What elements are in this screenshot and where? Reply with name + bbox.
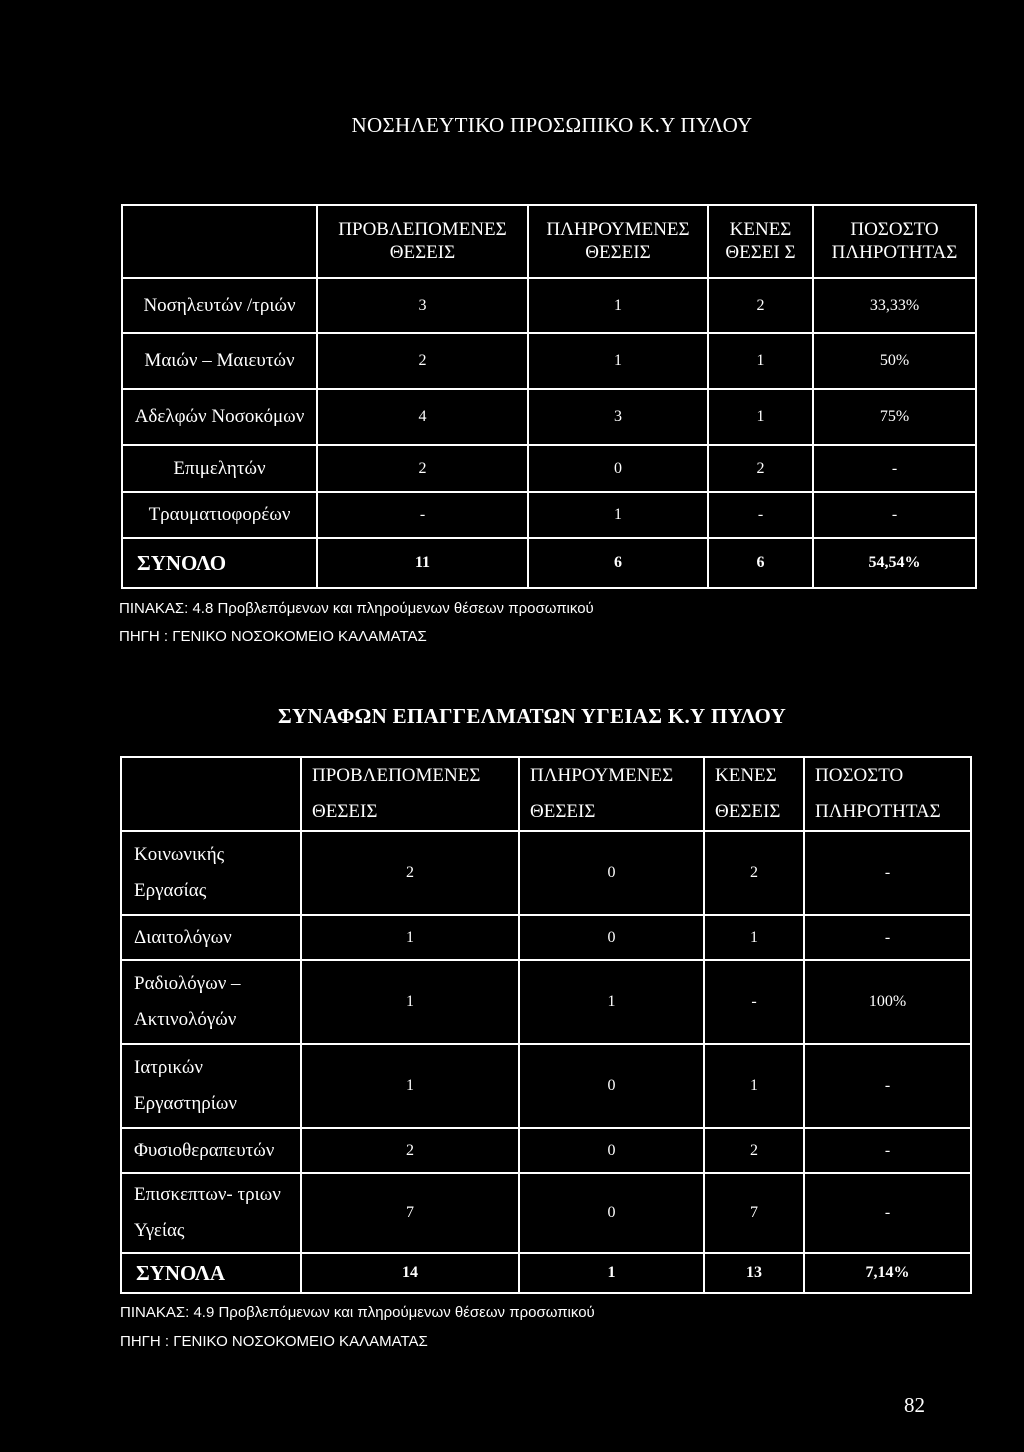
table1-source: ΠΗΓΗ : ΓΕΝΙΚΟ ΝΟΣΟΚΟΜΕΙΟ ΚΑΛΑΜΑΤΑΣ bbox=[119, 628, 427, 645]
cell-filled: 1 bbox=[520, 961, 705, 1045]
row-label: Φυσιοθεραπευτών bbox=[120, 1129, 302, 1174]
table-row bbox=[120, 1174, 972, 1254]
total-provided: 11 bbox=[318, 539, 529, 589]
total-ratio: 7,14% bbox=[805, 1254, 972, 1294]
cell-vacant: 2 bbox=[709, 279, 814, 334]
cell-filled: 1 bbox=[529, 334, 709, 390]
total-vacant: 6 bbox=[709, 539, 814, 589]
total-provided: 14 bbox=[302, 1254, 520, 1294]
cell-ratio: - bbox=[814, 493, 977, 539]
table-row bbox=[121, 446, 977, 493]
cell-vacant: 1 bbox=[709, 390, 814, 446]
cell-vacant: 1 bbox=[705, 916, 805, 961]
cell-provided: 1 bbox=[302, 1045, 520, 1129]
total-filled: 1 bbox=[520, 1254, 705, 1294]
cell-filled: 0 bbox=[520, 1174, 705, 1254]
cell-provided: 4 bbox=[318, 390, 529, 446]
health-professionals-table bbox=[120, 756, 972, 1294]
total-label: ΣΥΝΟΛΑ bbox=[120, 1254, 302, 1294]
table-row bbox=[121, 390, 977, 446]
cell-ratio: 50% bbox=[814, 334, 977, 390]
header-ratio: ΠΟΣΟΣΤΟ ΠΛΗΡΟΤΗΤΑΣ bbox=[805, 756, 972, 832]
table-row bbox=[120, 916, 972, 961]
row-label: Διαιτολόγων bbox=[120, 916, 302, 961]
header-empty bbox=[121, 204, 318, 279]
cell-provided: 2 bbox=[302, 832, 520, 916]
table-row bbox=[120, 1045, 972, 1129]
table2-title: ΣΥΝΑΦΩΝ ΕΠΑΓΓΕΛΜΑΤΩΝ ΥΓΕΙΑΣ Κ.Υ ΠΥΛΟΥ bbox=[277, 704, 787, 728]
cell-vacant: 2 bbox=[705, 1129, 805, 1174]
row-label: Επισκεπτων- τριων Υγείας bbox=[120, 1174, 302, 1254]
total-ratio: 54,54% bbox=[814, 539, 977, 589]
cell-ratio: 100% bbox=[805, 961, 972, 1045]
header-ratio: ΠΟΣΟΣΤΟ ΠΛΗΡΟΤΗΤΑΣ bbox=[814, 204, 977, 279]
cell-provided: 7 bbox=[302, 1174, 520, 1254]
cell-filled: 0 bbox=[520, 832, 705, 916]
cell-filled: 1 bbox=[529, 279, 709, 334]
table-row bbox=[121, 493, 977, 539]
cell-vacant: 7 bbox=[705, 1174, 805, 1254]
table-header-row bbox=[121, 204, 977, 279]
cell-ratio: - bbox=[805, 1129, 972, 1174]
table2-caption: ΠΙΝΑΚΑΣ: 4.9 Προβλεπόμενων και πληρούμενων θέσεων προσωπικού bbox=[120, 1304, 595, 1321]
table-row bbox=[120, 961, 972, 1045]
cell-provided: 2 bbox=[318, 334, 529, 390]
cell-ratio: - bbox=[805, 1045, 972, 1129]
cell-provided: 2 bbox=[302, 1129, 520, 1174]
cell-vacant: - bbox=[705, 961, 805, 1045]
row-label: Τραυματιοφορέων bbox=[121, 493, 318, 539]
nursing-staff-table bbox=[121, 204, 977, 589]
cell-vacant: 2 bbox=[705, 832, 805, 916]
row-label: Ραδιολόγων – Ακτινολόγών bbox=[120, 961, 302, 1045]
table-total-row bbox=[120, 1254, 972, 1294]
cell-filled: 0 bbox=[520, 1129, 705, 1174]
cell-ratio: 75% bbox=[814, 390, 977, 446]
cell-vacant: - bbox=[709, 493, 814, 539]
total-label: ΣΥΝΟΛΟ bbox=[121, 539, 318, 589]
cell-filled: 0 bbox=[529, 446, 709, 493]
header-filled: ΠΛΗΡΟΥΜΕΝΕΣ ΘΕΣΕΙΣ bbox=[529, 204, 709, 279]
cell-ratio: - bbox=[805, 916, 972, 961]
header-provided: ΠΡΟΒΛΕΠΟΜΕΝΕΣ ΘΕΣΕΙΣ bbox=[302, 756, 520, 832]
row-label: Επιμελητών bbox=[121, 446, 318, 493]
cell-vacant: 2 bbox=[709, 446, 814, 493]
row-label: Κοινωνικής Εργασίας bbox=[120, 832, 302, 916]
cell-provided: 1 bbox=[302, 961, 520, 1045]
cell-ratio: 33,33% bbox=[814, 279, 977, 334]
table-row bbox=[120, 832, 972, 916]
cell-vacant: 1 bbox=[709, 334, 814, 390]
cell-filled: 0 bbox=[520, 916, 705, 961]
cell-provided: 3 bbox=[318, 279, 529, 334]
table-header-row bbox=[120, 756, 972, 832]
table-row bbox=[121, 334, 977, 390]
total-vacant: 13 bbox=[705, 1254, 805, 1294]
table-row bbox=[120, 1129, 972, 1174]
cell-ratio: - bbox=[805, 1174, 972, 1254]
row-label: Νοσηλευτών /τριών bbox=[121, 279, 318, 334]
cell-filled: 0 bbox=[520, 1045, 705, 1129]
page-number: 82 bbox=[904, 1393, 925, 1417]
table-total-row bbox=[121, 539, 977, 589]
row-label: Μαιών – Μαιευτών bbox=[121, 334, 318, 390]
cell-ratio: - bbox=[814, 446, 977, 493]
header-provided: ΠΡΟΒΛΕΠΟΜΕΝΕΣ ΘΕΣΕΙΣ bbox=[318, 204, 529, 279]
cell-provided: 1 bbox=[302, 916, 520, 961]
cell-provided: - bbox=[318, 493, 529, 539]
cell-ratio: - bbox=[805, 832, 972, 916]
row-label: Ιατρικών Εργαστηρίων bbox=[120, 1045, 302, 1129]
header-vacant: ΚΕΝΕΣ ΘΕΣΕΙ Σ bbox=[709, 204, 814, 279]
table1-caption: ΠΙΝΑΚΑΣ: 4.8 Προβλεπόμενων και πληρούμενων θέσεων προσωπικού bbox=[119, 600, 594, 617]
row-label: Αδελφών Νοσοκόμων bbox=[121, 390, 318, 446]
table-row bbox=[121, 279, 977, 334]
cell-vacant: 1 bbox=[705, 1045, 805, 1129]
header-vacant: ΚΕΝΕΣ ΘΕΣΕΙΣ bbox=[705, 756, 805, 832]
table2-source: ΠΗΓΗ : ΓΕΝΙΚΟ ΝΟΣΟΚΟΜΕΙΟ ΚΑΛΑΜΑΤΑΣ bbox=[120, 1333, 428, 1350]
header-filled: ΠΛΗΡΟΥΜΕΝΕΣ ΘΕΣΕΙΣ bbox=[520, 756, 705, 832]
cell-filled: 1 bbox=[529, 493, 709, 539]
cell-filled: 3 bbox=[529, 390, 709, 446]
cell-provided: 2 bbox=[318, 446, 529, 493]
total-filled: 6 bbox=[529, 539, 709, 589]
table1-title: ΝΟΣΗΛΕΥΤΙΚΟ ΠΡΟΣΩΠΙΚΟ Κ.Υ ΠΥΛΟΥ bbox=[351, 113, 753, 137]
header-empty bbox=[120, 756, 302, 832]
